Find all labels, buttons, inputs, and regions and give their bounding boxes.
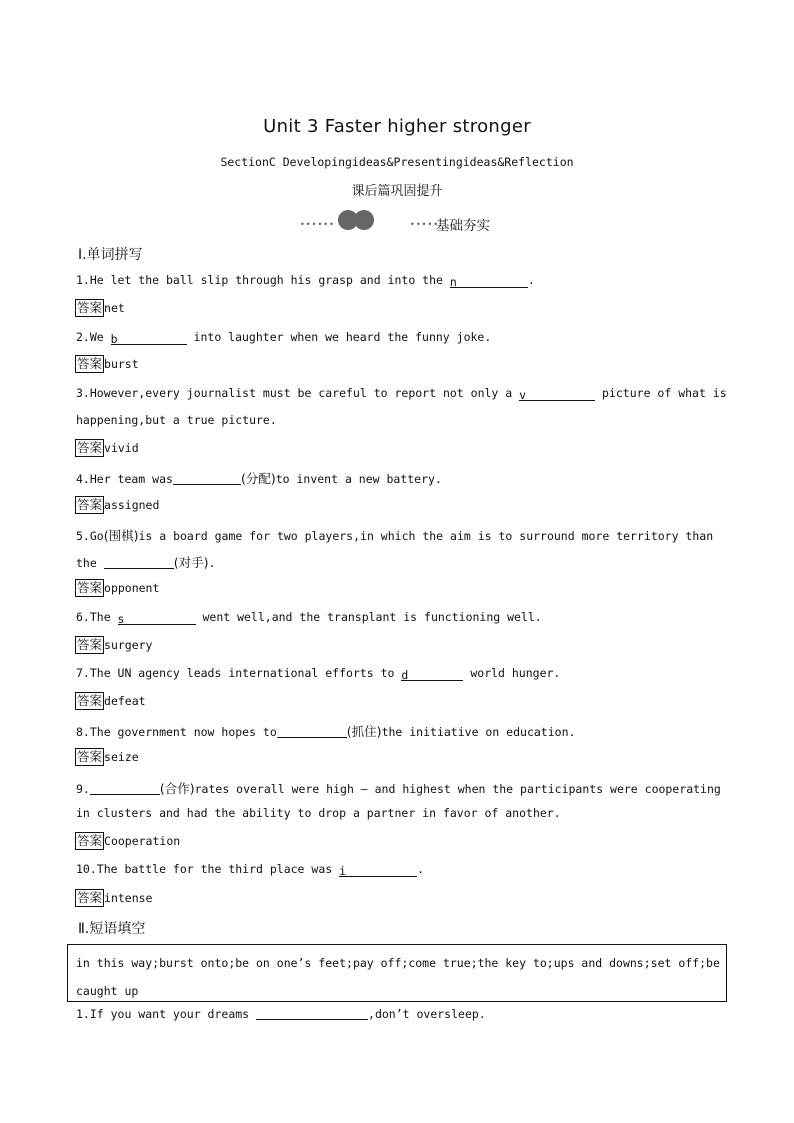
question-8: 8.The government now hopes to (抓住)the initiative on education. <box>76 724 576 739</box>
section-subtitle-chinese: 课后篇巩固提升 <box>351 184 443 199</box>
answer-2: 答案 burst <box>77 356 139 371</box>
answer-blank[interactable]: b <box>111 332 187 345</box>
banner-label: 基础夯实 <box>436 218 490 234</box>
answer-tag: 答案 <box>77 637 103 652</box>
answer-tag: 答案 <box>77 833 103 848</box>
question-4: 4.Her team was (分配)to invent a new battery. <box>76 471 442 486</box>
section-heading: Ⅰ.单词拼写 <box>78 247 143 263</box>
answer-blank[interactable] <box>90 782 160 795</box>
section-subtitle: SectionC Developingideas&Presentingideas&Reflection <box>220 155 574 169</box>
word-bank-box <box>67 944 727 1002</box>
question-5-line-2: the (对手). <box>76 555 216 570</box>
answer-blank[interactable] <box>277 725 347 738</box>
answer-tag: 答案 <box>77 497 103 512</box>
question-2: 2.We b into laughter when we heard the funny joke. <box>76 330 492 346</box>
answer-blank[interactable] <box>173 472 241 485</box>
answer-tag: 答案 <box>77 300 103 315</box>
question-10: 10.The battle for the third place was i . <box>76 862 425 878</box>
answer-3: 答案 vivid <box>77 440 139 455</box>
phrase-question-1: 1.If you want your dreams ,don’t oversleep. <box>76 1007 486 1021</box>
question-6: 6.The s went well,and the transplant is functioning well. <box>76 610 542 626</box>
answer-tag: 答案 <box>77 890 103 905</box>
answer-tag: 答案 <box>77 356 103 371</box>
answer-5: 答案 opponent <box>77 580 160 595</box>
answer-tag: 答案 <box>77 693 103 708</box>
answer-tag: 答案 <box>77 749 103 764</box>
answer-6: 答案 surgery <box>77 637 153 652</box>
answer-blank[interactable] <box>104 556 174 569</box>
answer-8: 答案 seize <box>77 749 139 764</box>
answer-tag: 答案 <box>77 580 103 595</box>
section-heading: Ⅱ.短语填空 <box>78 921 146 937</box>
section-banner <box>298 208 528 234</box>
question-3: 3.However,every journalist must be careful to report not only a v picture of what is <box>76 386 727 402</box>
question-1: 1.He let the ball slip through his grasp and into the n . <box>76 273 535 289</box>
question-3-line-2: happening,but a true picture. <box>76 413 277 427</box>
banner-dots-right: ••••• <box>410 220 440 229</box>
word-bank-text: in this way;burst onto;be on one’s feet;pay off;come true;the key to;ups and downs;set off;be caught up <box>76 956 720 998</box>
answer-blank[interactable]: i <box>339 864 417 877</box>
page-title: Unit 3 Faster higher stronger <box>263 116 531 137</box>
question-9-line-2: in clusters and had the ability to drop a partner in favor of another. <box>76 806 561 820</box>
answer-blank[interactable]: v <box>519 388 595 401</box>
answer-10: 答案 intense <box>77 890 153 905</box>
answer-1: 答案 net <box>77 300 125 315</box>
answer-9: 答案 Cooperation <box>77 833 181 848</box>
answer-blank[interactable] <box>256 1007 368 1020</box>
banner-circle-icon <box>354 210 374 230</box>
question-5: 5.Go(围棋)is a board game for two players,in which the aim is to surround more territory than <box>76 528 714 543</box>
answer-blank[interactable]: n <box>450 275 528 288</box>
question-9: 9. (合作)rates overall were high — and highest when the participants were cooperating <box>76 781 721 796</box>
banner-dots-left: •••••• <box>300 220 335 229</box>
answer-7: 答案 defeat <box>77 693 146 708</box>
answer-blank[interactable]: s <box>118 612 196 625</box>
answer-4: 答案 assigned <box>77 497 160 512</box>
answer-tag: 答案 <box>77 440 103 455</box>
answer-blank[interactable]: d <box>401 668 463 681</box>
question-7: 7.The UN agency leads international efforts to d world hunger. <box>76 666 561 682</box>
